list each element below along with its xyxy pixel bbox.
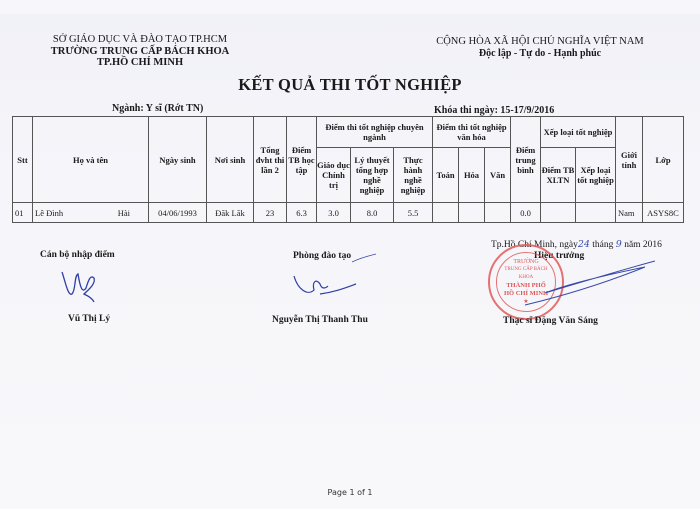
- header-classification-group: Xếp loại tốt nghiệp: [541, 117, 616, 148]
- cell-stt: 01: [13, 203, 33, 223]
- header-gpa: Điểm TB học tập: [287, 117, 317, 203]
- cell-gpa: 6.3: [287, 203, 317, 223]
- sign-month: 9: [615, 239, 622, 250]
- header-name: Họ và tên: [33, 117, 149, 203]
- cell-xltn-score: [541, 203, 576, 223]
- header-politics: Giáo dục Chính trị: [317, 148, 351, 203]
- cell-total-credits: 23: [254, 203, 287, 223]
- school-city: TP.HỒ CHÍ MINH: [96, 57, 184, 68]
- sign-month-label: tháng: [592, 240, 614, 250]
- department-name: SỞ GIÁO DỤC VÀ ĐÀO TẠO TP.HCM: [52, 34, 228, 45]
- header-theory: Lý thuyết tổng hợp nghề nghiệp: [351, 148, 394, 203]
- training-office-role: Phòng đào tạo: [293, 251, 352, 261]
- national-motto: [400, 36, 680, 59]
- sign-date-prefix: Tp.Hồ Chí Minh, ngày: [491, 240, 578, 250]
- header-gender: Giới tính: [616, 117, 643, 203]
- stamp-line-3: THÀNH PHỐ: [506, 282, 546, 289]
- major-label: Ngành: Y sĩ (Rớt TN): [112, 103, 204, 114]
- principal-name: Thạc sĩ Đặng Văn Sáng: [503, 316, 598, 326]
- cell-practice: 5.5: [394, 203, 433, 223]
- header-dob: Ngày sinh: [149, 117, 207, 203]
- training-office-signature-icon: [290, 250, 380, 305]
- star-icon: ★: [523, 299, 529, 305]
- cell-chemistry: [459, 203, 485, 223]
- cell-dob: 04/06/1993: [149, 203, 207, 223]
- cell-birthplace: Đăk Lăk: [207, 203, 254, 223]
- exam-session-label: Khóa thi ngày: 15-17/9/2016: [434, 105, 555, 116]
- stamp-line-1: TRƯỜNG: [513, 259, 539, 265]
- header-chemistry: Hóa: [459, 148, 485, 203]
- principal-role: Hiệu trưởng: [534, 251, 585, 261]
- data-entry-role: Cán bộ nhập điểm: [40, 250, 115, 260]
- data-entry-signature-icon: [58, 264, 102, 304]
- cell-average: 0.0: [511, 203, 541, 223]
- cell-gender: Nam: [616, 203, 643, 223]
- cell-literature: [485, 203, 511, 223]
- motto: Độc lập - Tự do - Hạnh phúc: [478, 47, 602, 59]
- header-average: Điểm trung bình: [511, 117, 541, 203]
- header-practice: Thực hành nghề nghiệp: [394, 148, 433, 203]
- sign-day: 24: [577, 239, 590, 250]
- principal-signature-icon: [505, 255, 665, 315]
- results-table: [12, 116, 684, 223]
- header-classification: Xếp loại tốt nghiệp: [576, 148, 616, 203]
- cell-class: ASYS8C: [643, 203, 684, 223]
- table-row: [13, 203, 684, 223]
- issuing-authority: [20, 34, 260, 69]
- header-birthplace: Nơi sinh: [207, 117, 254, 203]
- cell-theory: 8.0: [351, 203, 394, 223]
- header-literature: Văn: [485, 148, 511, 203]
- republic-name: CỘNG HÒA XÃ HỘI CHỦ NGHĨA VIỆT NAM: [436, 36, 644, 47]
- header-culture-group: Điểm thi tốt nghiệp văn hóa: [433, 117, 511, 148]
- header-specialty-group: Điểm thi tốt nghiệp chuyên ngành: [317, 117, 433, 148]
- training-office-name: Nguyễn Thị Thanh Thu: [272, 315, 368, 325]
- stamp-line-4: HỒ CHÍ MINH: [503, 290, 549, 297]
- header-stt: Stt: [13, 117, 33, 203]
- header-total-credits: Tổng đvht thi lần 2: [254, 117, 287, 203]
- header-class: Lớp: [643, 117, 684, 203]
- page-indicator: Page 1 of 1: [327, 488, 373, 497]
- sign-year: năm 2016: [624, 240, 662, 250]
- cell-name: [33, 203, 149, 223]
- stamp-line-2: TRUNG CẤP BÁCH KHOA: [504, 267, 548, 280]
- document-title: KẾT QUẢ THI TỐT NGHIỆP: [238, 75, 462, 94]
- header-xltn-score: Điểm TB XLTN: [541, 148, 576, 203]
- cell-politics: 3.0: [317, 203, 351, 223]
- school-name: TRƯỜNG TRUNG CẤP BÁCH KHOA: [50, 45, 230, 57]
- cell-last-middle-name: Lê Đình: [35, 207, 64, 218]
- cell-math: [433, 203, 459, 223]
- cell-first-name: Hài: [117, 207, 130, 218]
- data-entry-name: Vũ Thị Lý: [68, 314, 111, 324]
- cell-classification: [576, 203, 616, 223]
- header-math: Toán: [433, 148, 459, 203]
